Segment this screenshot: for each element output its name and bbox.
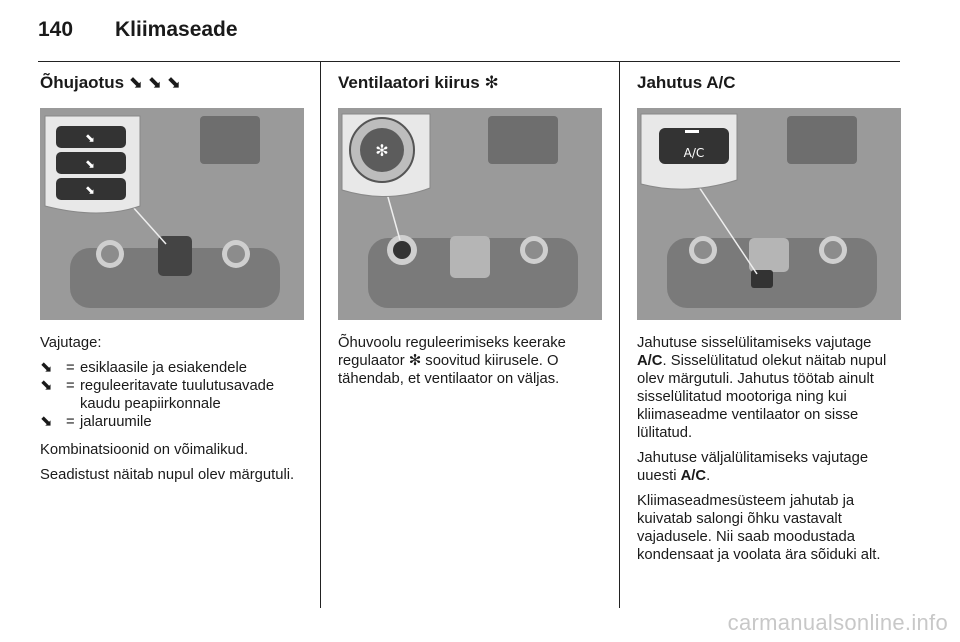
paragraph <box>338 334 604 388</box>
section-fan-speed <box>338 72 604 387</box>
paragraph-text: Jahutuse väljalülitamiseks vajutage uuesti <box>637 450 869 484</box>
heading-text: Jahutus A/C <box>637 73 736 92</box>
footwell-airflow-icon: ⬊ <box>40 414 53 430</box>
fan-icon: ✻ <box>408 353 422 369</box>
definition-row <box>40 377 306 413</box>
section-air-conditioning <box>637 72 903 563</box>
paragraph: Seadistust näitab nupul olev märgutuli. <box>40 467 295 483</box>
section-heading <box>40 72 306 94</box>
paragraph: Kliimaseadmesüsteem jahutab ja kuivatab salongi õhku vastavalt vajadusele. Nii saab moodustada kondensaat ja voolata ära sõiduki alt. <box>637 493 881 563</box>
paragraph <box>637 449 903 485</box>
lead-text: Vajutage: <box>40 335 102 351</box>
definition-text: reguleeritavate tuulutusavade kaudu peapiirkonnale <box>80 378 275 412</box>
header <box>38 18 238 42</box>
section-air-distribution <box>40 72 306 483</box>
paragraph: Kombinatsioonid on võimalikud. <box>40 442 249 458</box>
section-body <box>637 334 903 571</box>
svg-text:⬊: ⬊ <box>84 183 96 197</box>
heading-text: Ventilaatori kiirus <box>338 73 480 92</box>
equals-sign: = <box>66 414 75 430</box>
paragraph-text: Õhuvoolu reguleerimiseks keerake regulaator <box>338 335 566 369</box>
section-body <box>338 334 604 395</box>
definition-text: esiklaasile ja esiakendele <box>80 360 247 376</box>
watermark: carmanualsonline.info <box>727 610 948 635</box>
air-conditioning-illustration <box>637 108 901 320</box>
ac-label: A/C <box>637 353 663 369</box>
fan-speed-illustration <box>338 108 602 320</box>
paragraph-text: soovitud kiirusele. <box>425 353 543 369</box>
ac-button-label: A/C <box>683 146 705 160</box>
vent-airflow-icon: ⬊ <box>40 378 53 394</box>
header-rule <box>38 61 900 62</box>
paragraph-text: . <box>706 468 711 484</box>
chapter-title: Kliimaseade <box>115 18 238 41</box>
page-number: 140 <box>38 18 74 41</box>
paragraph-text: Jahutuse sisselülitamiseks vajutage <box>637 335 872 351</box>
definition-row <box>40 359 306 377</box>
svg-text:⬊: ⬊ <box>84 157 96 171</box>
section-heading <box>338 72 604 94</box>
equals-sign: = <box>66 378 75 394</box>
equals-sign: = <box>66 360 75 376</box>
column-divider-1 <box>320 62 321 608</box>
paragraph-text: tähendab, et ventilaator on väljas. <box>338 371 560 387</box>
section-body <box>40 334 306 491</box>
air-distribution-illustration <box>40 108 304 320</box>
paragraph-text: . Sisselülitatud olekut näitab nupul olev märgutuli. Jahutus töötab ainult sisselülitatud mootoriga ning kui kliimaseadme ventilaator on sisse lülitatud. <box>637 353 887 441</box>
symbol-definitions <box>40 359 306 431</box>
air-distribution-icons: ⬊ ⬊ ⬊ <box>128 73 181 92</box>
column-divider-2 <box>619 62 620 608</box>
section-heading <box>637 72 903 94</box>
definition-row <box>40 413 306 431</box>
definition-text: jalaruumile <box>80 414 152 430</box>
ac-label: A/C <box>680 468 707 484</box>
paragraph <box>637 334 903 442</box>
svg-text:⬊: ⬊ <box>84 131 96 145</box>
windscreen-airflow-icon: ⬊ <box>40 360 53 376</box>
fan-icon: ✻ <box>484 73 499 92</box>
svg-text:✻: ✻ <box>375 141 389 160</box>
fan-off-symbol: O <box>547 353 559 369</box>
heading-text: Õhujaotus <box>40 73 125 92</box>
